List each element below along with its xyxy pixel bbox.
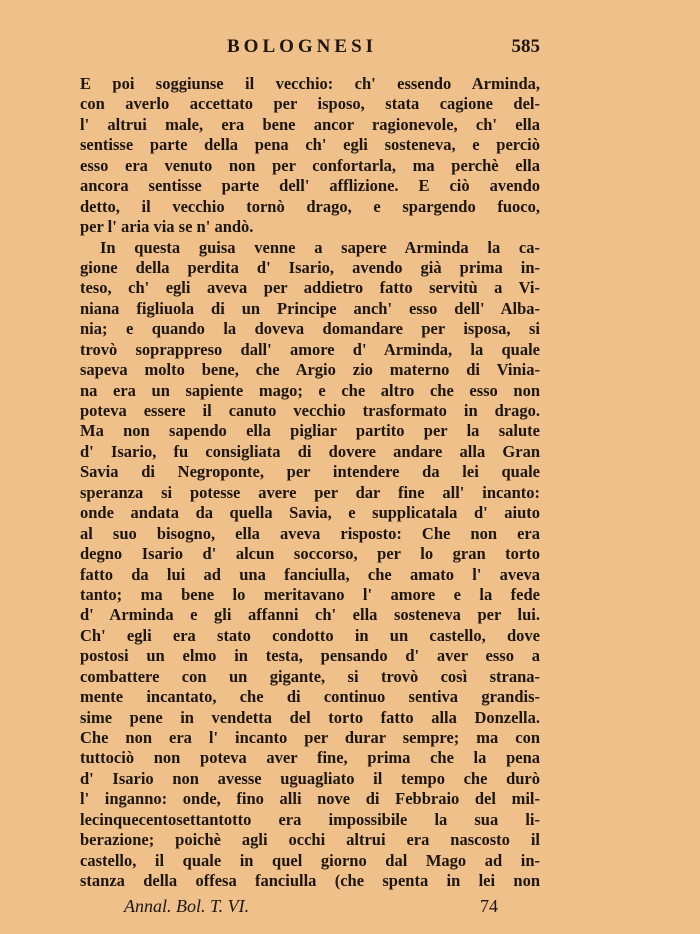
text-line: d' Arminda e gli affanni ch' ella sosteneva per lui.	[80, 605, 540, 625]
sheet-number: 74	[480, 896, 498, 916]
paragraph-1	[80, 74, 540, 238]
text-line: l' inganno: onde, fino alli nove di Febbraio del mil-	[80, 789, 540, 809]
text-line: postosi un elmo in testa, pensando d' aver esso a	[80, 646, 540, 666]
text-line: mente incantato, che di continuo sentiva grandis-	[80, 687, 540, 707]
text-line: speranza si potesse avere per dar fine all' incanto:	[80, 482, 540, 502]
text-line: d' Isario, fu consigliata di dovere andare alla Gran	[80, 441, 540, 461]
text-line: l' altrui male, era bene ancor ragionevole, ch' ella	[80, 114, 540, 134]
text-line: ancora sentisse parte dell' afflizione. E ciò avendo	[80, 176, 540, 196]
text-line: sime pene in vendetta del torto fatto alla Donzella.	[80, 707, 540, 727]
running-title: BOLOGNESI	[227, 36, 378, 57]
text-line: al suo bisogno, ella aveva risposto: Che non era	[80, 523, 540, 543]
text-line: sentisse parte della pena ch' egli sosteneva, e perciò	[80, 135, 540, 155]
text-line: teso, ch' egli aveva per addietro fatto servitù a Vi-	[80, 278, 540, 298]
text-line: tuttociò non poteva aver fine, prima che la pena	[80, 748, 540, 768]
text-line: con averlo accettato per isposo, stata cagione del-	[80, 94, 540, 114]
body-text	[80, 74, 540, 892]
text-line: Savia di Negroponte, per intendere da lei quale	[80, 462, 540, 482]
text-line: sapeva molto bene, che Argio zio materno di Vinia-	[80, 360, 540, 380]
text-line: esso era venuto non per confortarla, ma perchè ella	[80, 155, 540, 175]
paragraph-2	[80, 238, 540, 892]
text-line: castello, il quale in quel giorno dal Mago ad in-	[80, 850, 540, 870]
text-line: berazione; poichè agli occhi altrui era nascosto il	[80, 830, 540, 850]
text-line: niana figliuola di un Principe anch' esso dell' Alba-	[80, 298, 540, 318]
text-line: E poi soggiunse il vecchio: ch' essendo Arminda,	[80, 74, 540, 93]
page-number: 585	[511, 36, 540, 57]
text-line: onde andata da quella Savia, e supplicatala d' aiuto	[80, 503, 540, 523]
page-footer	[80, 896, 540, 922]
text-line: na era un sapiente mago; e che altro che esso non	[80, 380, 540, 400]
text-line: fatto da lui ad una fanciulla, che amato l' aveva	[80, 564, 540, 584]
text-line: Ma non sapendo ella pigliar partito per la salute	[80, 421, 540, 441]
text-line: lecinquecentosettantotto era impossibile la sua li-	[80, 809, 540, 829]
text-line: stanza della offesa fanciulla (che spenta in lei non	[80, 871, 540, 891]
text-line: poteva essere il canuto vecchio trasformato in drago.	[80, 401, 540, 420]
text-line: nia; e quando la doveva domandare per isposa, si	[80, 319, 540, 339]
text-line: combattere con un gigante, si trovò così strana-	[80, 666, 540, 686]
text-line: detto, il vecchio tornò drago, e spargendo fuoco,	[80, 196, 540, 216]
running-head	[80, 36, 540, 62]
text-line: gione della perdita d' Isario, avendo già prima in-	[80, 257, 540, 277]
text-line: per l' aria via se n' andò.	[80, 217, 254, 237]
text-line: Ch' egli era stato condotto in un castello, dove	[80, 625, 540, 645]
text-line: degno Isario d' alcun soccorso, per lo gran torto	[80, 544, 540, 564]
signature-mark: Annal. Bol. T. VI.	[124, 896, 250, 916]
text-line: trovò soprappreso dall' amore d' Arminda, la quale	[80, 339, 540, 359]
text-line: In questa guisa venne a sapere Arminda la ca-	[100, 237, 540, 257]
text-line: d' Isario non avesse uguagliato il tempo che durò	[80, 768, 540, 788]
text-line: Che non era l' incanto per durar sempre; ma con	[80, 728, 540, 747]
text-line: tanto; ma bene lo meritavano l' amore e la fede	[80, 584, 540, 604]
